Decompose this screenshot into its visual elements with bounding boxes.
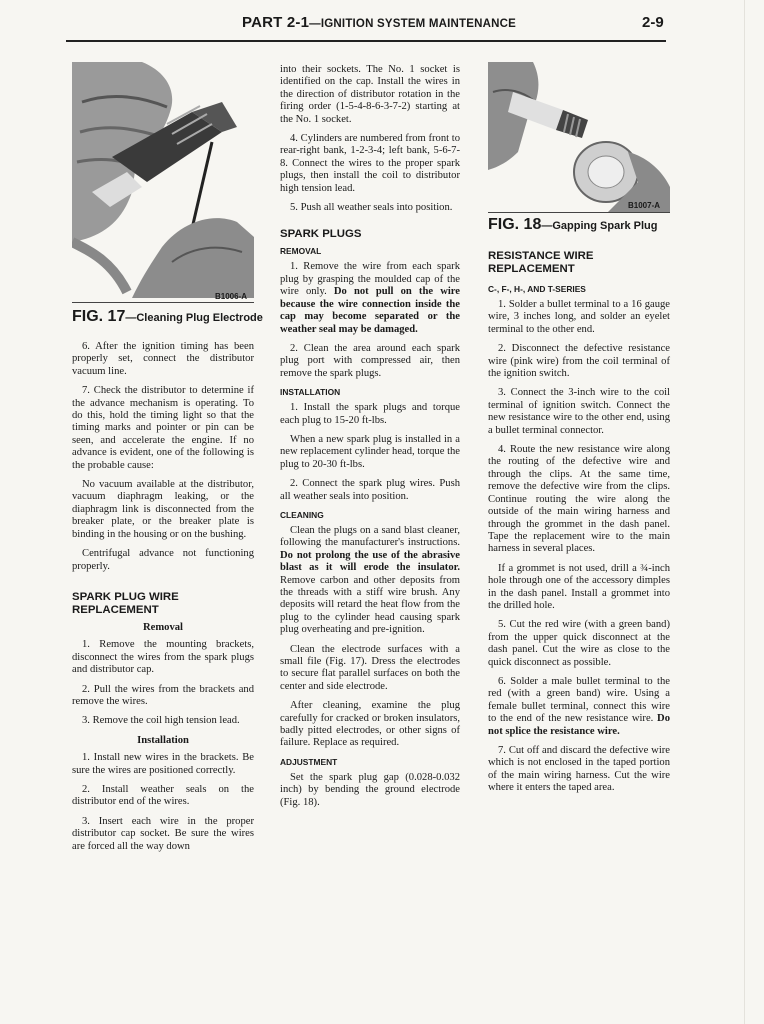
col1-centrifugal: Centrifugal advance not functioning properly. [72,548,254,572]
page-edge-line [744,0,745,1024]
header-dash: — [309,18,321,30]
column-3 [488,250,670,802]
plug-cleaning-examine: After cleaning, examine the plug carefully for cracked or broken insulators, badly pitted electrodes, or other signs of failure. Replace as required. [280,700,460,749]
series-heading: C-, F-, H-, AND T-SERIES [488,284,586,294]
fig18-title: Gapping Spark Plug [552,220,658,232]
fig17-label: FIG. 17 [72,308,126,325]
header-rule [66,40,666,42]
spark-plug-wire-heading: SPARK PLUG WIRE REPLACEMENT [72,590,179,616]
plug-removal-step1-warning: Do not pull on the wire because the wire connection inside the cap may become separated or the weather seal may be damaged. [280,286,460,335]
cleaning-text-c: Remove carbon and other deposits from the threads with a stiff wire brush. Any deposits will retard the heat flow from the plug to the cylinder head causing spark plug overheating and pre-ignition. [280,574,460,636]
res-step1: 1. Solder a bullet terminal to a 16 gauge wire, 3 inches long, and solder an eyelet terminal to the other end. [488,299,670,335]
wire-install-step1: 1. Install new wires in the brackets. Be sure the wires are positioned correctly. [72,752,254,776]
res-grommet: If a grommet is not used, drill a ¾-inch hole through one of the accessory dimples in the dash panel. Install a grommet into the drilled hole. [488,562,670,611]
fig18-label: FIG. 18 [488,216,542,233]
res-step2: 2. Disconnect the defective resistance wire (pink wire) from the coil terminal of the ignition switch. [488,343,670,380]
res-step4: 4. Route the new resistance wire along the routing of the defective wire and through the clips. At the same time, remove the defective wire from the clips. Continue routing the wire along the outside of the main wiring harness and through the grommet in the dash panel. Tape the replacement wire to the main harness in several places. [488,444,670,555]
plug-cleaning-heading: CLEANING [280,509,324,520]
resistance-wire-heading: RESISTANCE WIRE REPLACEMENT [488,250,594,275]
cleaning-text-a: Clean the plugs on a sand blast cleaner, following the manufacturer's instructions. [280,524,460,549]
wire-install-step3: 3. Insert each wire in the proper distributor cap socket. Be sure the wires are forced all the way down [72,815,254,852]
col2-step4: 4. Cylinders are numbered from front to rear-right bank, 1-2-3-4; left bank, 5-6-7-8. Connect the wires to the proper spark plugs, then install the coil to distributor high tension lead. [280,133,460,194]
fig18-photo [488,62,670,212]
header-section-title: IGNITION SYSTEM MAINTENANCE [320,18,517,30]
col1-step6: 6. After the ignition timing has been properly set, connect the distributor vacuum line. [72,341,254,377]
wire-install-step2: 2. Install weather seals on the distributor end of the wires. [72,783,254,808]
res-step5: 5. Cut the red wire (with a green band) from the upper quick disconnect at the dash panel. Cut the wire as close to the quick disconnect as possible. [488,619,670,668]
wire-removal-step2: 2. Pull the wires from the brackets and remove the wires. [72,683,254,707]
res-step3: 3. Connect the 3-inch wire to the coil terminal of ignition switch. Connect the new resistance wire to the other end, using a bullet terminal connector. [488,387,670,436]
col1-no-vacuum: No vacuum available at the distributor, vacuum diaphragm leaking, or the diaphragm link is disconnected from the breaker plate, or the breaker plate is binding in the housing or on the bushing. [72,479,254,540]
plug-adjustment-heading: ADJUSTMENT [280,756,338,767]
fig18-caption [488,216,657,234]
res-step6 [488,676,670,738]
fig18-rule [488,212,670,213]
wire-installation-heading: Installation [137,734,189,746]
plug-removal-heading: REMOVAL [280,246,322,257]
fig17-title: Cleaning Plug Electrode [136,312,263,324]
fig17-photo [72,62,254,298]
plug-install-step2: 2. Connect the spark plug wires. Push all weather seals into position. [280,478,460,502]
plug-cleaning-electrode: Clean the electrode surfaces with a small file (Fig. 17). Dress the electrodes to secure flat parallel surfaces on both the center and side electrode. [280,643,460,692]
res-step6-warning: Do not splice the resistance wire. [488,713,670,737]
header-part: PART 2-1 [242,14,310,31]
res-step6-text: 6. Solder a male bullet terminal to the red (with a green band) wire. Using a female bullet terminal, connect this wire to the end of the new resistance wire. [488,675,670,725]
column-1 [72,341,254,860]
page-header [0,0,764,44]
page-number: 2-9 [642,14,664,31]
plug-adjustment-text: Set the spark plug gap (0.028-0.032 inch) by bending the ground electrode (Fig. 18). [280,771,460,808]
col2-continuation: into their sockets. The No. 1 socket is identified on the cap. Install the wires in the direction of distributor rotation in the firing order (1-5-4-8-6-3-7-2) starting at the No. 1 socket. [280,64,460,125]
wire-removal-step1: 1. Remove the mounting brackets, disconnect the wires from the spark plugs and distributor cap. [72,639,254,676]
plug-cleaning-text [280,525,460,637]
res-step7: 7. Cut off and discard the defective wire which is not enclosed in the taped portion of the main wiring harness. Cut the wire where it enters the taped area. [488,745,670,794]
plug-installation-heading: INSTALLATION [280,387,341,398]
fig17-rule [72,302,254,303]
fig17-caption [72,308,263,326]
header-title [242,14,516,31]
column-2 [280,64,460,816]
fig18-dash: — [541,220,553,232]
fig17-illustration [72,62,254,298]
spark-plugs-heading: SPARK PLUGS [280,228,362,241]
fig18-code: B1007-A [628,201,661,210]
plug-install-step1: 1. Install the spark plugs and torque each plug to 15-20 ft-lbs. [280,402,460,426]
cleaning-warning: Do not prolong the use of the abrasive blast as it will erode the insulator. [280,549,460,574]
fig18-illustration [488,62,670,212]
fig17-code: B1006-A [215,292,248,301]
plug-install-new-head: When a new spark plug is installed in a new replacement cylinder head, torque the plug to 20-30 ft-lbs. [280,433,461,470]
col1-step7: 7. Check the distributor to determine if the advance mechanism is operating. To do this, hold the timing light so that the timing marks and pointer or pin can be seen, and accelerate the engine. If no advance is evident, one of the following is the probable cause: [72,385,254,471]
plug-removal-step1 [280,261,460,335]
plug-removal-step2: 2. Clean the area around each spark plug port with compressed air, then remove the spark plugs. [280,342,460,379]
wire-removal-step3: 3. Remove the coil high tension lead. [82,715,240,727]
col2-step5: 5. Push all weather seals into position. [290,202,453,214]
fig17-dash: — [125,312,137,324]
wire-removal-heading: Removal [142,621,183,633]
plug-removal-step1-text: 1. Remove the wire from each spark plug by grasping the moulded cap of the wire only. [280,261,460,298]
